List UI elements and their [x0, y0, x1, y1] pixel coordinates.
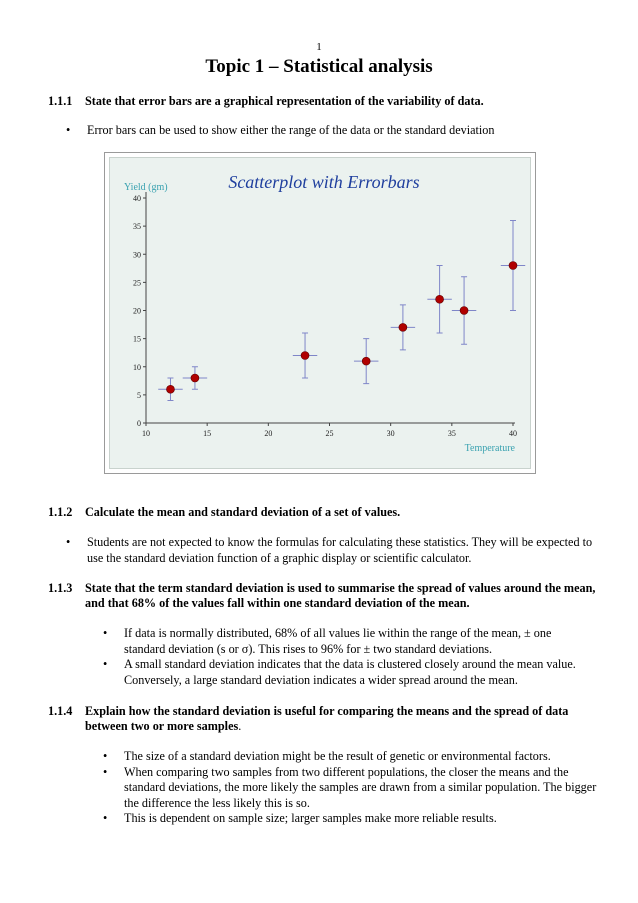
- y-tick-label: 25: [133, 278, 141, 288]
- x-tick-label: 10: [142, 429, 150, 438]
- page-title: Topic 1 – Statistical analysis: [205, 56, 433, 77]
- bullet-icon: •: [66, 123, 71, 137]
- scatterplot-figure: [104, 152, 536, 474]
- list-item: • Students are not expected to know the formulas for calculating these statistics. They will be expected to use the standard deviation function of a graphic display or scientific calculator.: [66, 535, 593, 565]
- section-1-1-2-bullets: [66, 535, 596, 566]
- y-axis-label: Yield (gm): [124, 182, 168, 193]
- section-heading-text: Calculate the mean and standard deviation of a set of values.: [85, 505, 401, 519]
- section-1-1-1-heading: [48, 94, 608, 109]
- axes: [146, 192, 515, 423]
- y-tick-label: 0: [137, 419, 141, 428]
- data-point: [301, 352, 309, 360]
- bullet-icon: •: [103, 811, 108, 825]
- section-1-1-3-bullets: [103, 626, 583, 688]
- section-1-1-4-heading: [48, 704, 608, 734]
- section-number: 1.1.2: [48, 505, 73, 519]
- bullet-icon: •: [66, 535, 71, 549]
- data-point: [460, 307, 468, 315]
- section-number: 1.1.4: [48, 704, 73, 718]
- section-1-1-2-heading: [48, 505, 608, 520]
- y-tick-label: 30: [133, 250, 141, 260]
- data-point: [509, 262, 517, 270]
- tick-labels: [133, 194, 517, 438]
- y-tick-label: 15: [133, 334, 141, 344]
- data-point: [191, 374, 199, 382]
- page-number: 1: [316, 41, 322, 53]
- list-item: • This is dependent on sample size; larger samples make more reliable results.: [103, 811, 497, 825]
- data-point: [399, 323, 407, 331]
- x-axis-label: Temperature: [464, 443, 515, 454]
- chart-title: Scatterplot with Errorbars: [228, 172, 420, 192]
- bullet-icon: •: [103, 749, 108, 763]
- list-item: • Error bars can be used to show either the range of the data or the standard deviation: [66, 123, 495, 137]
- section-1-1-3-heading: [48, 581, 608, 611]
- y-tick-label: 35: [133, 222, 141, 232]
- list-item: • The size of a standard deviation might be the result of genetic or environmental factors.: [103, 749, 551, 763]
- x-tick-label: 35: [447, 429, 456, 438]
- x-tick-label: 20: [264, 429, 273, 438]
- list-item: • If data is normally distributed, 68% of all values lie within the range of the mean, ± one standard deviation (s or σ). This rises to 96% for ± two standard deviations.: [103, 626, 552, 656]
- y-tick-label: 40: [133, 194, 141, 203]
- data-point: [436, 295, 444, 303]
- error-bars: [158, 221, 525, 401]
- data-point: [166, 385, 174, 393]
- list-item: • A small standard deviation indicates that the data is clustered closely around the mean value. Conversely, a large standard deviation indicates a wider spread around the mean.: [103, 657, 576, 687]
- bullet-icon: •: [103, 626, 108, 640]
- section-heading-text: Explain how the standard deviation is useful for comparing the means and the spread of data between two or more samples.: [85, 704, 569, 733]
- section-number: 1.1.3: [48, 581, 73, 595]
- y-tick-label: 20: [133, 306, 141, 316]
- section-heading-text: State that error bars are a graphical representation of the variability of data.: [85, 94, 484, 108]
- section-1-1-1-bullets: [66, 123, 606, 139]
- section-number: 1.1.1: [48, 94, 73, 108]
- scatterplot-chart: [110, 158, 530, 468]
- x-tick-label: 15: [203, 429, 212, 438]
- y-tick-label: 10: [133, 362, 141, 372]
- list-item: • When comparing two samples from two different populations, the closer the means and the standard deviations, the more likely the samples are drawn from a similar population. The bigger the difference the less likely this is so.: [103, 764, 597, 810]
- data-point: [362, 357, 370, 365]
- scatterplot-background: [109, 157, 531, 469]
- bullet-icon: •: [103, 657, 108, 671]
- x-tick-label: 40: [509, 429, 517, 438]
- x-tick-label: 30: [386, 429, 395, 438]
- section-heading-text: State that the term standard deviation is used to summarise the spread of values around the mean, and that 68% of the values fall within one standard deviation of the mean.: [85, 581, 596, 610]
- section-1-1-4-bullets: [103, 749, 598, 827]
- y-tick-label: 5: [137, 390, 141, 400]
- x-tick-label: 25: [325, 429, 334, 438]
- bullet-icon: •: [103, 764, 108, 779]
